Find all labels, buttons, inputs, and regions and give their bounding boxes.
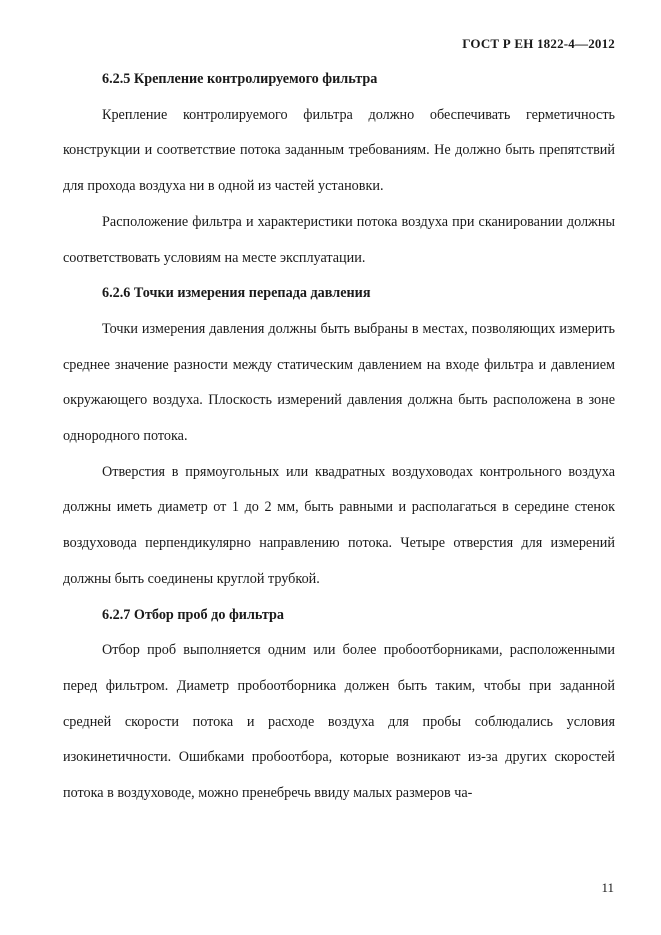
paragraph: Крепление контролируемого фильтра должно обеспечивать герметичность конструкции и соответствие потока заданным требованиям. Не должно быть препятствий для прохода воздуха ни в одной из частей установки. [63,106,615,195]
section-heading-6-2-5: 6.2.5 Крепление контролируемого фильтра [102,71,378,87]
section-heading-6-2-7: 6.2.7 Отбор проб до фильтра [102,606,285,623]
paragraph: Точки измерения давления должны быть выбраны в местах, позволяющих измерить среднее значение разности между статическим давлением на входе фильтра и давлением окружающего воздуха. Плоскость измерений давления должна быть расположена в зоне однородного потока. [63,320,615,445]
document-body [63,62,615,812]
paragraph: Расположение фильтра и характеристики потока воздуха при сканировании должны соответствовать условиям на месте эксплуатации. [63,213,615,266]
section-heading-6-2-6: 6.2.6 Точки измерения перепада давления [102,285,371,302]
document-header: ГОСТ Р ЕН 1822-4—2012 [462,36,615,51]
page-number: 11 [601,880,614,895]
paragraph: Отверстия в прямоугольных или квадратных воздуховодах контрольного воздуха должны иметь диаметр от 1 до 2 мм, быть равными и располагаться в середине стенок воздуховода перпендикулярно направлению потока. Четыре отверстия для измерений должны быть соединены круглой трубкой. [63,463,615,587]
paragraph: Отбор проб выполняется одним или более пробоотборниками, расположенными перед фильтром. Диаметр пробоотборника должен быть таким, чтобы при заданной средней скорости потока и расходе воздуха для пробы соблюдались условия изокинетичности. Ошибками пробоотбора, которые возникают из-за других скоростей потока в воздуховоде, можно пренебречь ввиду малых размеров ча- [63,642,615,802]
